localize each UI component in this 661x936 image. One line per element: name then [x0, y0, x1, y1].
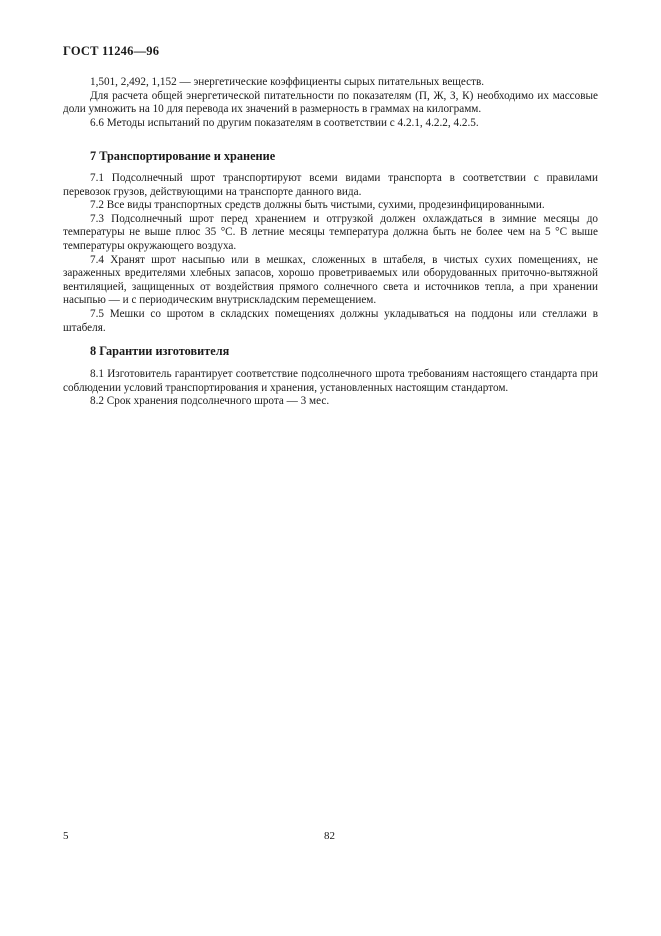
intro-paragraph-coefficients: 1,501, 2,492, 1,152 — энергетические коэффициенты сырых питательных веществ. [90, 76, 485, 88]
section-7-2: 7.2 Все виды транспортных средств должны быть чистыми, сухими, продезинфицированными. [90, 199, 545, 212]
section-7-4: 7.4 Хранят шрот насыпью или в мешках, сложенных в штабеля, в чистых сухих помещениях, не зараженных вредителями хлебных запасов, хорошо проветриваемых или оборудованных приточно-вытяжной вентиляцией, защищенных от воздействия прямого солнечного света и источников тепла, а при хранении насыпью — и с периодическим внутрискладским перемещением. [63, 253, 598, 307]
section-8-title: 8 Гарантии изготовителя [90, 344, 230, 358]
section-7-3: 7.3 Подсолнечный шрот перед хранением и отгрузкой должен охлаждаться в зимние месяцы до температуры не выше плюс 35 °С. В летние месяцы температура должна быть не более чем на 5 °С выше температуры окружающего воздуха. [63, 212, 598, 252]
section-7-1: 7.1 Подсолнечный шрот транспортируют всеми видами транспорта в соответствии с правилами перевозок грузов, действующими на транспорте данного вида. [63, 172, 598, 198]
intro-paragraph-energy: Для расчета общей энергетической питательности по показателям (П, Ж, З, К) необходимо их массовые доли умножить на 10 для перевода их значений в размерность в граммах на килограмм. [63, 89, 598, 116]
section-7-5: 7.5 Мешки со шротом в складских помещениях должны укладываться на поддоны или стеллажи в штабеля. [63, 307, 598, 334]
section-8-2: 8.2 Срок хранения подсолнечного шрота — 3 мес. [90, 395, 330, 408]
intro-block [63, 76, 598, 130]
section-8-1: 8.1 Изготовитель гарантирует соответствие подсолнечного шрота требованиям настоящего стандарта при соблюдении условий транспортирования и хранения, установленных настоящим стандартом. [63, 368, 598, 394]
page-number-left: 5 [63, 830, 69, 842]
section-7-block [63, 172, 598, 335]
page-number-center: 82 [324, 830, 335, 842]
document-code: ГОСТ 11246—96 [63, 44, 160, 58]
section-8-heading-wrap [63, 345, 598, 359]
section-7-heading-wrap [63, 150, 598, 164]
intro-paragraph-methods: 6.6 Методы испытаний по другим показателям в соответствии с 4.2.1, 4.2.2, 4.2.5. [90, 116, 479, 129]
section-8-block [63, 368, 598, 409]
section-7-title: 7 Транспортирование и хранение [90, 149, 276, 163]
